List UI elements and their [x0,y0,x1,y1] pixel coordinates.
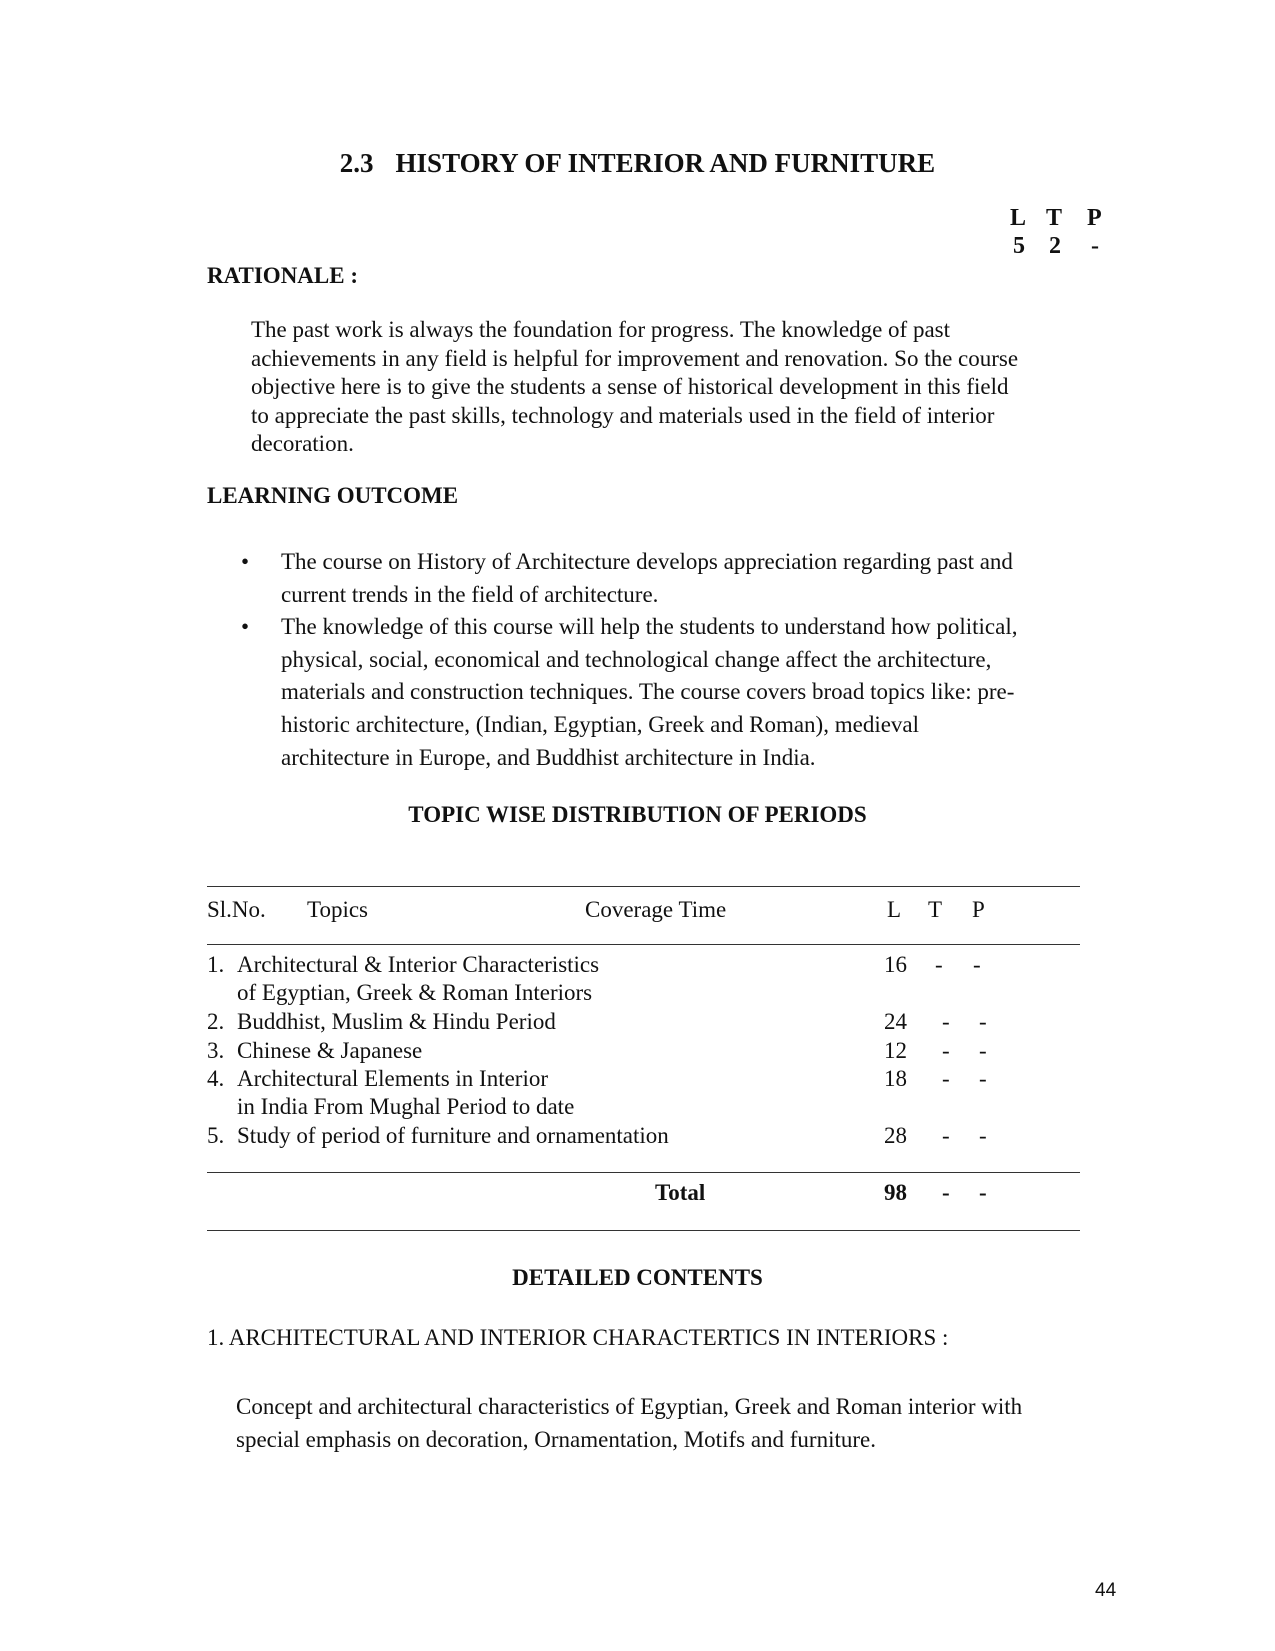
row-l: 12 [884,1038,907,1063]
row-p: - [979,1123,987,1148]
row-t: - [942,1038,950,1063]
row-t: - [935,952,943,977]
content-section-text [236,1390,1022,1456]
row-t: - [942,1066,950,1091]
row-number: 4. [207,1066,225,1091]
bullet-line: physical, social, economical and technological change affect the architecture, [281,646,992,672]
row-p: - [979,1009,987,1034]
row-p: - [979,1038,987,1063]
content-line: Concept and architectural characteristics of Egyptian, Greek and Roman interior with [236,1394,1023,1419]
column-header-slno: Sl.No. [207,897,266,922]
distribution-heading: TOPIC WISE DISTRIBUTION OF PERIODS [408,802,867,827]
ltp-value-l: 5 [1013,233,1025,259]
row-l: 24 [884,1009,907,1034]
bullet-line: The knowledge of this course will help the students to understand how political, [281,614,1018,640]
rationale-line: to appreciate the past skills, technology and materials used in the field of interior [251,402,995,428]
row-l: 28 [884,1123,907,1148]
learning-outcome-heading: LEARNING OUTCOME [207,483,459,508]
ltp-label-t: T [1046,205,1063,231]
column-header-coverage: Coverage Time [585,897,727,922]
content-section-title: 1. ARCHITECTURAL AND INTERIOR CHARACTERTICS IN INTERIORS : [207,1325,949,1350]
section-title: HISTORY OF INTERIOR AND FURNITURE [395,148,936,178]
row-topic: Architectural Elements in Interior [237,1066,549,1091]
row-number: 2. [207,1009,225,1034]
row-number: 1. [207,952,225,977]
rationale-heading: RATIONALE : [207,263,359,288]
detailed-contents-heading: DETAILED CONTENTS [512,1265,763,1290]
row-topic: Study of period of furniture and ornamentation [237,1123,669,1148]
table-rule-total [207,1172,1080,1173]
row-t: - [942,1009,950,1034]
row-topic: Chinese & Japanese [237,1038,423,1063]
bullet-line: historic architecture, (Indian, Egyptian, Greek and Roman), medieval [281,711,920,737]
row-t: - [942,1123,950,1148]
table-rule-bottom [207,1230,1080,1231]
column-header-t: T [928,897,943,922]
total-p: - [979,1180,987,1205]
bullet-line: current trends in the field of architecture. [281,581,659,607]
row-topic-cont: of Egyptian, Greek & Roman Interiors [237,980,593,1005]
row-p: - [973,952,981,977]
ltp-value-p: - [1091,233,1099,259]
learning-outcome-list [241,546,1121,774]
ltp-value-t: 2 [1049,233,1061,259]
rationale-line: The past work is always the foundation for progress. The knowledge of past [251,317,950,342]
row-topic-cont: in India From Mughal Period to date [237,1094,575,1119]
column-header-topics: Topics [307,897,368,922]
rationale-line: decoration. [251,431,354,456]
rationale-line: objective here is to give the students a sense of historical development in this field [251,374,1009,399]
row-number: 3. [207,1038,225,1063]
total-label: Total [655,1180,706,1205]
row-l: 16 [884,952,907,977]
table-rule-header [207,944,1080,945]
row-topic: Architectural & Interior Characteristics [237,952,600,977]
row-topic: Buddhist, Muslim & Hindu Period [237,1009,556,1034]
list-item [241,611,1121,774]
total-l: 98 [884,1180,907,1205]
table-rule-top [207,886,1080,887]
row-p: - [979,1066,987,1091]
total-t: - [942,1180,950,1205]
column-header-l: L [887,897,902,922]
page-title [0,148,1275,179]
rationale-line: achievements in any field is helpful for improvement and renovation. So the course [251,345,1019,371]
rationale-paragraph [251,316,1131,459]
bullet-icon: • [241,614,250,640]
page-number: 44 [1095,1580,1117,1601]
bullet-icon: • [241,549,250,574]
bullet-line: The course on History of Architecture develops appreciation regarding past and [281,549,1013,574]
list-item [241,546,1121,611]
row-number: 5. [207,1123,225,1148]
column-header-p: P [972,897,985,922]
row-l: 18 [884,1066,907,1091]
section-number: 2.3 [339,148,374,178]
ltp-label-l: L [1010,205,1027,231]
content-line: special emphasis on decoration, Ornamentation, Motifs and furniture. [236,1427,876,1452]
ltp-label-p: P [1087,205,1102,231]
bullet-line: architecture in Europe, and Buddhist architecture in India. [281,744,816,770]
bullet-line: materials and construction techniques. The course covers broad topics like: pre- [281,679,1015,705]
